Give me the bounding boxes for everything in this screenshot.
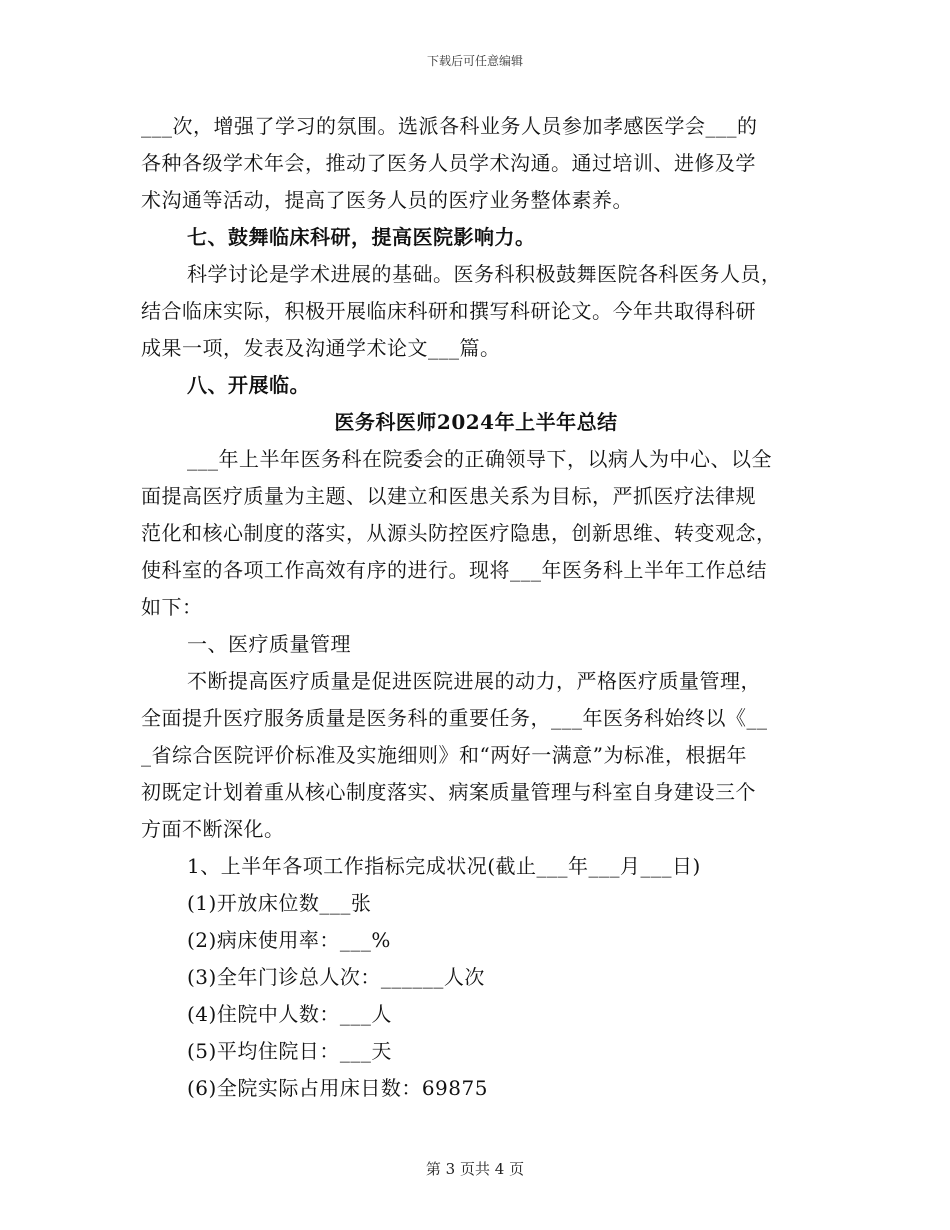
- section-heading-7: 七、鼓舞临床科研，提高医院影响力。: [187, 225, 536, 249]
- paragraph-line: 初既定计划着重从核心制度落实、病案质量管理与科室自身建设三个: [141, 780, 756, 804]
- list-item: (6)全院实际占用床日数：69875: [187, 1076, 488, 1100]
- subsection-heading: 1、上半年各项工作指标完成状况(截止___年___月___日): [187, 854, 701, 878]
- paragraph-line: 成果一项，发表及沟通学术论文___篇。: [141, 336, 501, 360]
- paragraph-line: 结合临床实际，积极开展临床科研和撰写科研论文。今年共取得科研: [141, 299, 756, 323]
- paragraph-line: 不断提高医疗质量是促进医院进展的动力，严格医疗质量管理，: [187, 669, 761, 693]
- paragraph-line: ___年上半年医务科在院委会的正确领导下，以病人为中心、以全: [187, 447, 772, 471]
- paragraph-line: 如下：: [141, 595, 203, 619]
- paragraph-line: ___次，增强了学习的氛围。选派各科业务人员参加孝感医学会___的: [141, 114, 758, 138]
- section-heading-1: 一、医疗质量管理: [187, 632, 351, 656]
- paragraph-line: 面提高医疗质量为主题、以建立和医患关系为目标，严抓医疗法律规: [141, 484, 756, 508]
- paragraph-line: 范化和核心制度的落实，从源头防控医疗隐患，创新思维、转变观念，: [141, 521, 777, 545]
- paragraph-line: 方面不断深化。: [141, 817, 285, 841]
- document-body: [141, 108, 811, 1107]
- page-number: 第 3 页共 4 页: [425, 1160, 525, 1178]
- list-item: (4)住院中人数：___人: [187, 1002, 392, 1026]
- paragraph-line: 科学讨论是学术进展的基础。医务科积极鼓舞医院各科医务人员，: [187, 262, 782, 286]
- paragraph-line: _省综合医院评价标准及实施细则》和“两好一满意”为标准，根据年: [141, 743, 747, 767]
- paragraph-line: 全面提升医疗服务质量是医务科的重要任务，___年医务科始终以《__: [141, 706, 768, 730]
- document-title: 医务科医师2024年上半年总结: [334, 410, 618, 434]
- paragraph-line: 各种各级学术年会，推动了医务人员学术沟通。通过培训、进修及学: [141, 151, 756, 175]
- list-item: (3)全年门诊总人次：______人次: [187, 965, 485, 989]
- paragraph-line: 使科室的各项工作高效有序的进行。现将___年医务科上半年工作总结: [141, 558, 767, 582]
- list-item: (5)平均住院日：___天: [187, 1039, 392, 1063]
- section-heading-8: 八、开展临。: [187, 373, 310, 397]
- list-item: (1)开放床位数___张: [187, 891, 372, 915]
- list-item: (2)病床使用率：___%: [187, 928, 391, 952]
- header-note: 下载后可任意编辑: [426, 54, 523, 68]
- paragraph-line: 术沟通等活动，提高了医务人员的医疗业务整体素养。: [141, 188, 633, 212]
